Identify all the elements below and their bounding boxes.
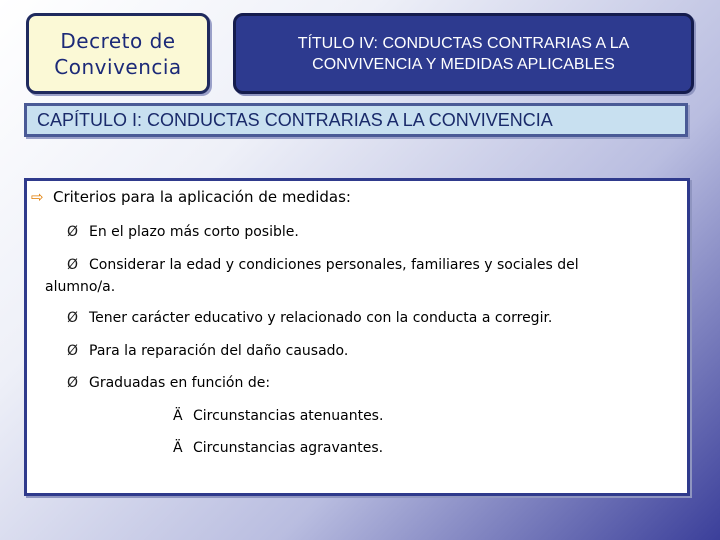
sub-list-item — [173, 437, 383, 459]
list-item — [67, 340, 348, 362]
list-item-text: Tener carácter educativo y relacionado con la conducta a corregir. — [89, 310, 553, 326]
criterios-panel — [24, 178, 690, 496]
sub-list-item-text: Circunstancias atenuantes. — [193, 408, 384, 424]
arrow-right-icon: ⇨ — [31, 188, 44, 206]
decreto-box — [26, 13, 210, 94]
titulo-line2: CONVIVENCIA Y MEDIDAS APLICABLES — [312, 55, 615, 73]
arrowhead-bullet-icon: Ø — [67, 224, 79, 240]
decreto-line1: Decreto de — [60, 28, 176, 53]
sub-bullet-icon: Ä — [173, 408, 183, 424]
arrowhead-bullet-icon: Ø — [67, 257, 79, 273]
list-item-continuation: alumno/a. — [45, 279, 116, 295]
arrowhead-bullet-icon: Ø — [67, 375, 79, 391]
titulo-line1: TÍTULO IV: CONDUCTAS CONTRARIAS A LA — [297, 34, 630, 52]
list-item-text: Graduadas en función de: — [89, 375, 271, 391]
capitulo-box — [24, 103, 688, 137]
list-item-text: Considerar la edad y condiciones personales, familiares y sociales del — [89, 257, 579, 273]
list-item — [67, 307, 552, 329]
arrowhead-bullet-icon: Ø — [67, 310, 79, 326]
list-item — [67, 254, 579, 276]
criterios-heading — [31, 186, 351, 208]
sub-list-item — [173, 405, 383, 427]
list-item-text: En el plazo más corto posible. — [89, 224, 299, 240]
sub-list-item-text: Circunstancias agravantes. — [193, 440, 384, 456]
list-item — [67, 221, 299, 243]
capitulo-title: CAPÍTULO I: CONDUCTAS CONTRARIAS A LA CONVIVENCIA — [37, 109, 553, 130]
criterios-heading-text: Criterios para la aplicación de medidas: — [53, 188, 351, 206]
titulo-box — [233, 13, 694, 94]
list-item — [67, 372, 270, 394]
list-item-text: Para la reparación del daño causado. — [89, 343, 349, 359]
sub-bullet-icon: Ä — [173, 440, 183, 456]
decreto-line2: Convivencia — [54, 54, 182, 79]
arrowhead-bullet-icon: Ø — [67, 343, 79, 359]
